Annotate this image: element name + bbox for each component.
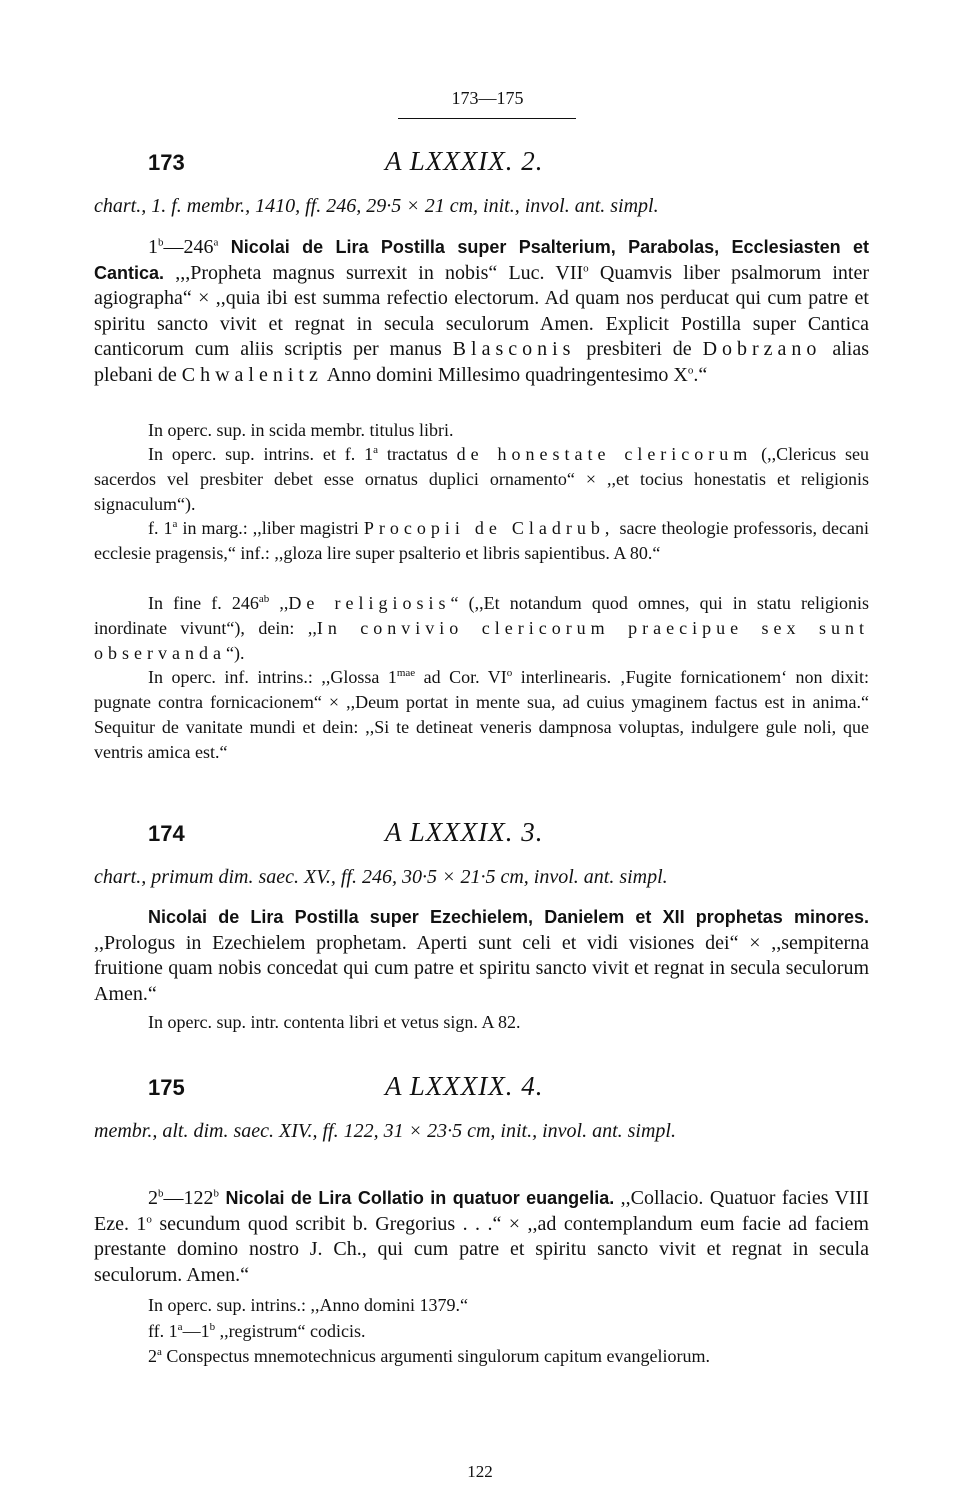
work-title: Nicolai de Lira Collatio in quatuor euangelia. (225, 1188, 615, 1208)
shelfmark: A LXXXIX. 4. (385, 1071, 544, 1101)
note-line: In operc. sup. in scida membr. titulus libri. (148, 420, 454, 440)
folio-range: 2$^b$—122$^b$ (148, 1187, 219, 1209)
shelfmark: A LXXXIX. 3. (385, 817, 544, 847)
page-number: 122 (467, 1462, 493, 1481)
scribe-name: Blasconis (452, 338, 576, 360)
physical-description: membr., alt. dim. saec. XIV., ff. 122, 31 × 23·5 cm, init., invol. ant. simpl. (94, 1120, 676, 1142)
shelfmark: A LXXXIX. 2. (385, 146, 544, 176)
note-line: ff. 1$^a$—1$^b$ ,,registrum“ codicis. (148, 1321, 366, 1341)
note-line: 2$^a$ Conspectus mnemotechnicus argumenti singulorum capitum evangeliorum. (148, 1346, 710, 1366)
place-name: Chwalenitz (181, 363, 323, 386)
physical-description: chart., primum dim. saec. XV., ff. 246, 30·5 × 21·5 cm, invol. ant. simpl. (94, 866, 668, 888)
note-line: In fine f. $246^{ab}$ ,,De religiosis“ (,,Et notandum quod omnes, qui in statu religionis inordinate vivunt“), dein: ,,In convivio clericorum praecipue sex sunt observanda“). (94, 593, 869, 663)
work-title: Nicolai de Lira Postilla super Ezechielem, Danielem et XII prophetas minores. (148, 907, 869, 927)
entry-number: 173 (148, 150, 185, 175)
note-line: f. 1$^a$ in marg.: ,,liber magistri Procopii de Cladrub, sacre theologie professoris, decani ecclesie pragensis,“ inf.: ,,gloza lire super psalterio et libris sapientibus. A 80.“ (94, 518, 870, 563)
entry-number: 174 (148, 821, 185, 846)
note-line: In operc. sup. intrins.: ,,Anno domini 1379.“ (148, 1295, 468, 1315)
entry-number: 175 (148, 1075, 185, 1100)
place-name: Dobrzano (702, 338, 822, 360)
folio-range: 1$^b$—246$^a$ (148, 236, 219, 258)
physical-description: chart., 1. f. membr., 1410, ff. 246, 29·5 × 21 cm, init., invol. ant. simpl. (94, 195, 659, 217)
entry-main-text: 1$^b$—246$^a$ Nicolai de Lira Postilla super Psalterium, Parabolas, Ecclesiasten et Cantica. ,,,Propheta magnus surrexit in nobis“ Luc. VII$^o$ Quamvis liber psalmorum inter agiographa“ × ,,quia ibi est summa refectio electorum. Ad quam nos perducat qui cum patre et spiritu sancto vivit et regnat in secula seculorum Amen. Explicit Postilla super Cantica canticorum cum aliis scriptis per manus Blasconis presbiteri de Dobrzano alias plebani de Chwalenitz Anno domini Millesimo quadringentesimo $X^o.“$ (94, 236, 870, 386)
note-line: In operc. sup. intrins. et f. 1$^a$ tractatus de honestate clericorum (,,Clericus seu sacerdos vel presbiter debet esse ornatus duplici ornamento“ × ,,et tocius honestatis et religionis signaculum“). (94, 444, 869, 514)
note-line: In operc. inf. intrins.: ,,Glossa $1^{mae}$ ad Cor. $VI^o$ interlinearis. ‚Fugite fornicationem‘ non dixit: pugnate contra fornicacionem“ × ,,Deum portat in mente sua, ad cuius ymaginem factus est in anima.“ Sequitur de vanitate mundi et dein: ,,Si te detineat veneris dampnosa voluptas, indulgere gule noli, que ventris amica est.“ (94, 667, 870, 762)
running-head-rule (398, 118, 576, 119)
running-head: 173—175 (451, 88, 524, 108)
entry-main-text: 2$^b$—122$^b$ Nicolai de Lira Collatio in quatuor euangelia. ,,Collacio. Quatuor facies VIII Eze. 1$^o$ secundum quod scribit b. Gregorius . . .“ × ,,ad contemplandum eum facie ad faciem prestante domino nostro J. Ch., qui cum patre et spiritu sancto vivit et regnat in secula seculorum. Amen.“ (94, 1187, 869, 1286)
work-title: Nicolai de Lira Postilla super Psalterium, Parabolas, Ecclesiasten et Cantica. (94, 237, 869, 283)
entry-main-text: Nicolai de Lira Postilla super Ezechielem, Danielem et XII prophetas minores. ,,Prologus in Ezechielem prophetam. Aperti sunt celi et vidi visiones dei“ × ,,sempiterna fruitione quam nobis concedat qui cum patre et spiritu sancto vivit et regnat in secula seculorum Amen.“ (94, 907, 869, 1005)
note-line: In operc. sup. intr. contenta libri et vetus sign. A 82. (148, 1012, 521, 1032)
